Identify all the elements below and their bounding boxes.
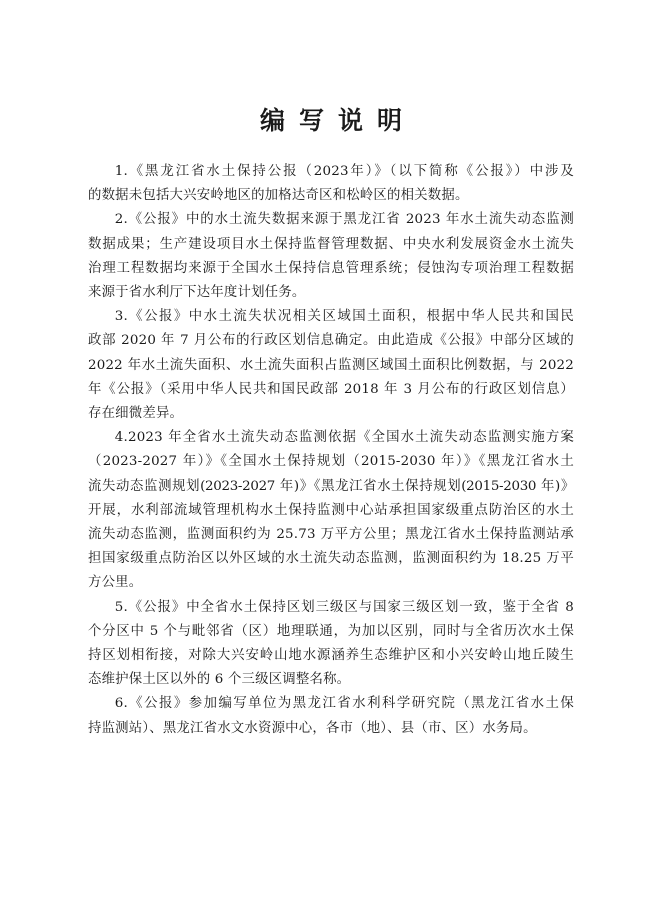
document-body [88,160,574,741]
paragraph-4 [88,426,574,595]
paragraph-line: 政部 2020 年 7 月公布的行政区划信息确定。由此造成《公报》中部分区域的 [88,333,574,349]
paragraph-line: 5.《公报》中全省水土保持区划三级区与国家三级区划一致，鉴于全省 8 [114,599,574,615]
paragraph-5 [88,596,574,693]
paragraph-line: 2022 年水土流失面积、水土流失面积占监测区域国土面积比例数据，与 2022 [88,357,574,373]
paragraph-1 [88,160,574,208]
paragraph-line: （2023-2027 年）》《全国水土保持规划（2015-2030 年）》《黑龙江省水土 [88,454,574,470]
paragraph-line: 4.2023 年全省水土流失动态监测依据《全国水土流失动态监测实施方案 [114,430,574,446]
paragraph-line: 持监测站）、黑龙江省水文水资源中心，各市（地）、县（市、区）水务局。 [88,720,537,736]
paragraph-line: 流失动态监测规划(2023-2027 年)》《黑龙江省水土保持规划(2015-2030 年)》 [88,478,574,494]
paragraph-2 [88,208,574,305]
paragraph-line: 数据成果；生产建设项目水土保持监督管理数据、中央水利发展资金水土流失 [88,236,574,252]
paragraph-line: 的数据未包括大兴安岭地区的加格达奇区和松岭区的相关数据。 [88,188,469,204]
paragraph-line: 担国家级重点防治区以外区域的水土流失动态监测，监测面积约为 18.25 万平 [88,551,574,567]
paragraph-line: 态维护保土区以外的 6 个三级区调整名称。 [88,672,351,688]
page-title: 编写说明 [259,106,416,135]
paragraph-line: 3.《公报》中水土流失状况相关区域国土面积，根据中华人民共和国民 [114,309,574,325]
paragraph-line: 年《公报》（采用中华人民共和国民政部 2018 年 3 月公布的行政区划信息） [88,381,574,397]
paragraph-line: 来源于省水利厅下达年度计划任务。 [88,285,306,301]
paragraph-line: 2.《公报》中的水土流失数据来源于黑龙江省 2023 年水土流失动态监测 [114,212,574,228]
paragraph-line: 持区划相衔接，对除大兴安岭山地水源涵养生态维护区和小兴安岭山地丘陵生 [88,648,574,664]
paragraph-line: 6.《公报》参加编写单位为黑龙江省水利科学研究院（黑龙江省水土保 [114,696,574,712]
paragraph-line: 方公里。 [88,575,143,591]
paragraph-line: 流失动态监测，监测面积约为 25.73 万平方公里；黑龙江省水土保持监测站承 [88,527,574,543]
paragraph-line: 1.《黑龙江省水土保持公报（2023年）》（以下简称《公报》）中涉及 [114,164,574,179]
paragraph-line: 治理工程数据均来源于全国水土保持信息管理系统；侵蚀沟专项治理工程数据 [88,260,574,276]
paragraph-line: 存在细微差异。 [88,406,184,422]
paragraph-line: 个分区中 5 个与毗邻省（区）地理联通，为加以区别，同时与全省历次水土保 [88,623,574,639]
paragraph-line: 开展，水利部流域管理机构水土保持监测中心站承担国家级重点防治区的水土 [88,502,574,518]
paragraph-6 [88,692,574,740]
paragraph-3 [88,305,574,426]
